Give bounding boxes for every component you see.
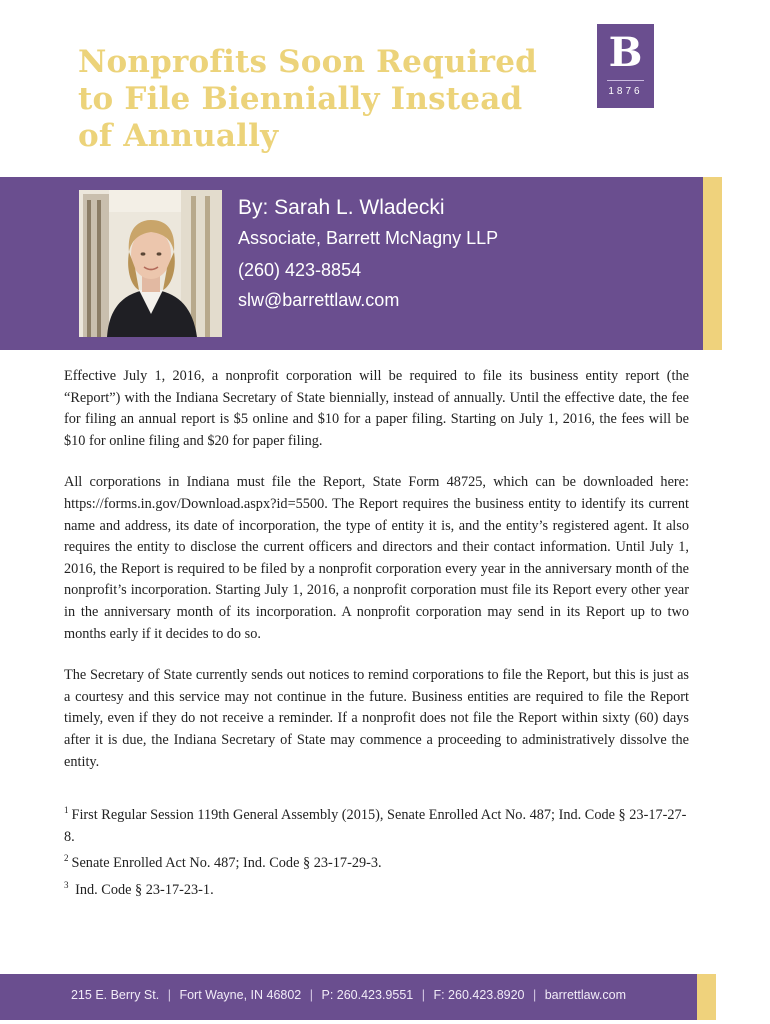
article-body xyxy=(64,366,689,793)
footer-phone: P: 260.423.9551 xyxy=(321,988,414,1002)
author-position: Associate, Barrett McNagny LLP xyxy=(238,228,499,248)
footnote-number: 1 xyxy=(64,805,69,815)
footnote xyxy=(64,800,689,848)
footnote xyxy=(64,875,689,902)
footer-separator: | xyxy=(532,988,537,1002)
footer-separator: | xyxy=(421,988,425,1002)
footer-accent-bar xyxy=(697,974,716,1020)
paragraph: All corporations in Indiana must file the Report, State Form 48725, which can be downloaded here: https://forms.in.gov/Download.aspx?id=5500. The Report requires the business entity to identify its current name and address, its date of incorporation, the type of entity it is, and the entity’s registered agent. It also requires the entity to disclose the current officers and directors and their contact information. Until July 1, 2016, the Report is required to be filed by a nonprofit corporation every year in the anniversary month of the nonprofit’s incorporation. Starting July 1, 2016, a nonprofit corporation must file its Report every other year in the anniversary month of its incorporation. A nonprofit corporation may send in its Report up to two months early if it decides to do so. xyxy=(64,474,689,642)
footer-bar xyxy=(0,974,697,1020)
footer-separator: | xyxy=(309,988,313,1002)
footer-website[interactable]: barrettlaw.com xyxy=(544,988,626,1002)
banner-accent-bar xyxy=(703,177,722,350)
author-phone: (260) 423-8854 xyxy=(238,260,362,280)
paragraph: Effective July 1, 2016, a nonprofit corporation will be required to file its business entity report (the “Report”) with the Indiana Secretary of State biennially, instead of annually. Until the effective date, the fee for filing an annual report is $5 online and $10 for a paper filing. Starting on July 1, 2016, the fees will be $10 for online filing and $20 for paper filing. xyxy=(64,368,689,449)
paragraph: The Secretary of State currently sends out notices to remind corporations to file the Report, but this is just as a courtesy and this service may not continue in the future. Business entities are required to file the Report timely, even if they do not receive a reminder. If a nonprofit does not file the Report within sixty (60) days after it is due, the Indiana Secretary of State may commence a proceeding to administratively dissolve the entity. xyxy=(64,667,689,770)
logo-divider xyxy=(607,80,644,81)
page-title: Nonprofits Soon Required to File Biennially Instead of Annually xyxy=(78,44,537,154)
footer-contact xyxy=(0,988,697,1002)
footnote-number: 3 xyxy=(64,879,69,890)
author-email[interactable]: slw@barrettlaw.com xyxy=(238,290,400,310)
logo-letter: B xyxy=(608,29,643,76)
footnote-text: First Regular Session 119th General Assembly (2015), Senate Enrolled Act No. 487; Ind. Code § 23-17-27-8. xyxy=(64,807,687,845)
footnotes xyxy=(64,800,689,901)
footer-address: 215 E. Berry St. xyxy=(70,988,160,1002)
footnote-text: Senate Enrolled Act No. 487; Ind. Code § 23-17-29-3. xyxy=(71,855,382,872)
firm-logo xyxy=(597,24,654,108)
footer-city: Fort Wayne, IN 46802 xyxy=(179,988,302,1002)
author-photo xyxy=(79,190,222,337)
footer-fax: F: 260.423.8920 xyxy=(433,988,525,1002)
author-byline: By: Sarah L. Wladecki xyxy=(238,196,445,219)
footer-separator: | xyxy=(167,988,171,1002)
footnote xyxy=(64,848,689,875)
footnote-text: Ind. Code § 23-17-23-1. xyxy=(71,881,214,898)
footnote-number: 2 xyxy=(64,853,69,864)
logo-year: 1876 xyxy=(608,86,643,97)
